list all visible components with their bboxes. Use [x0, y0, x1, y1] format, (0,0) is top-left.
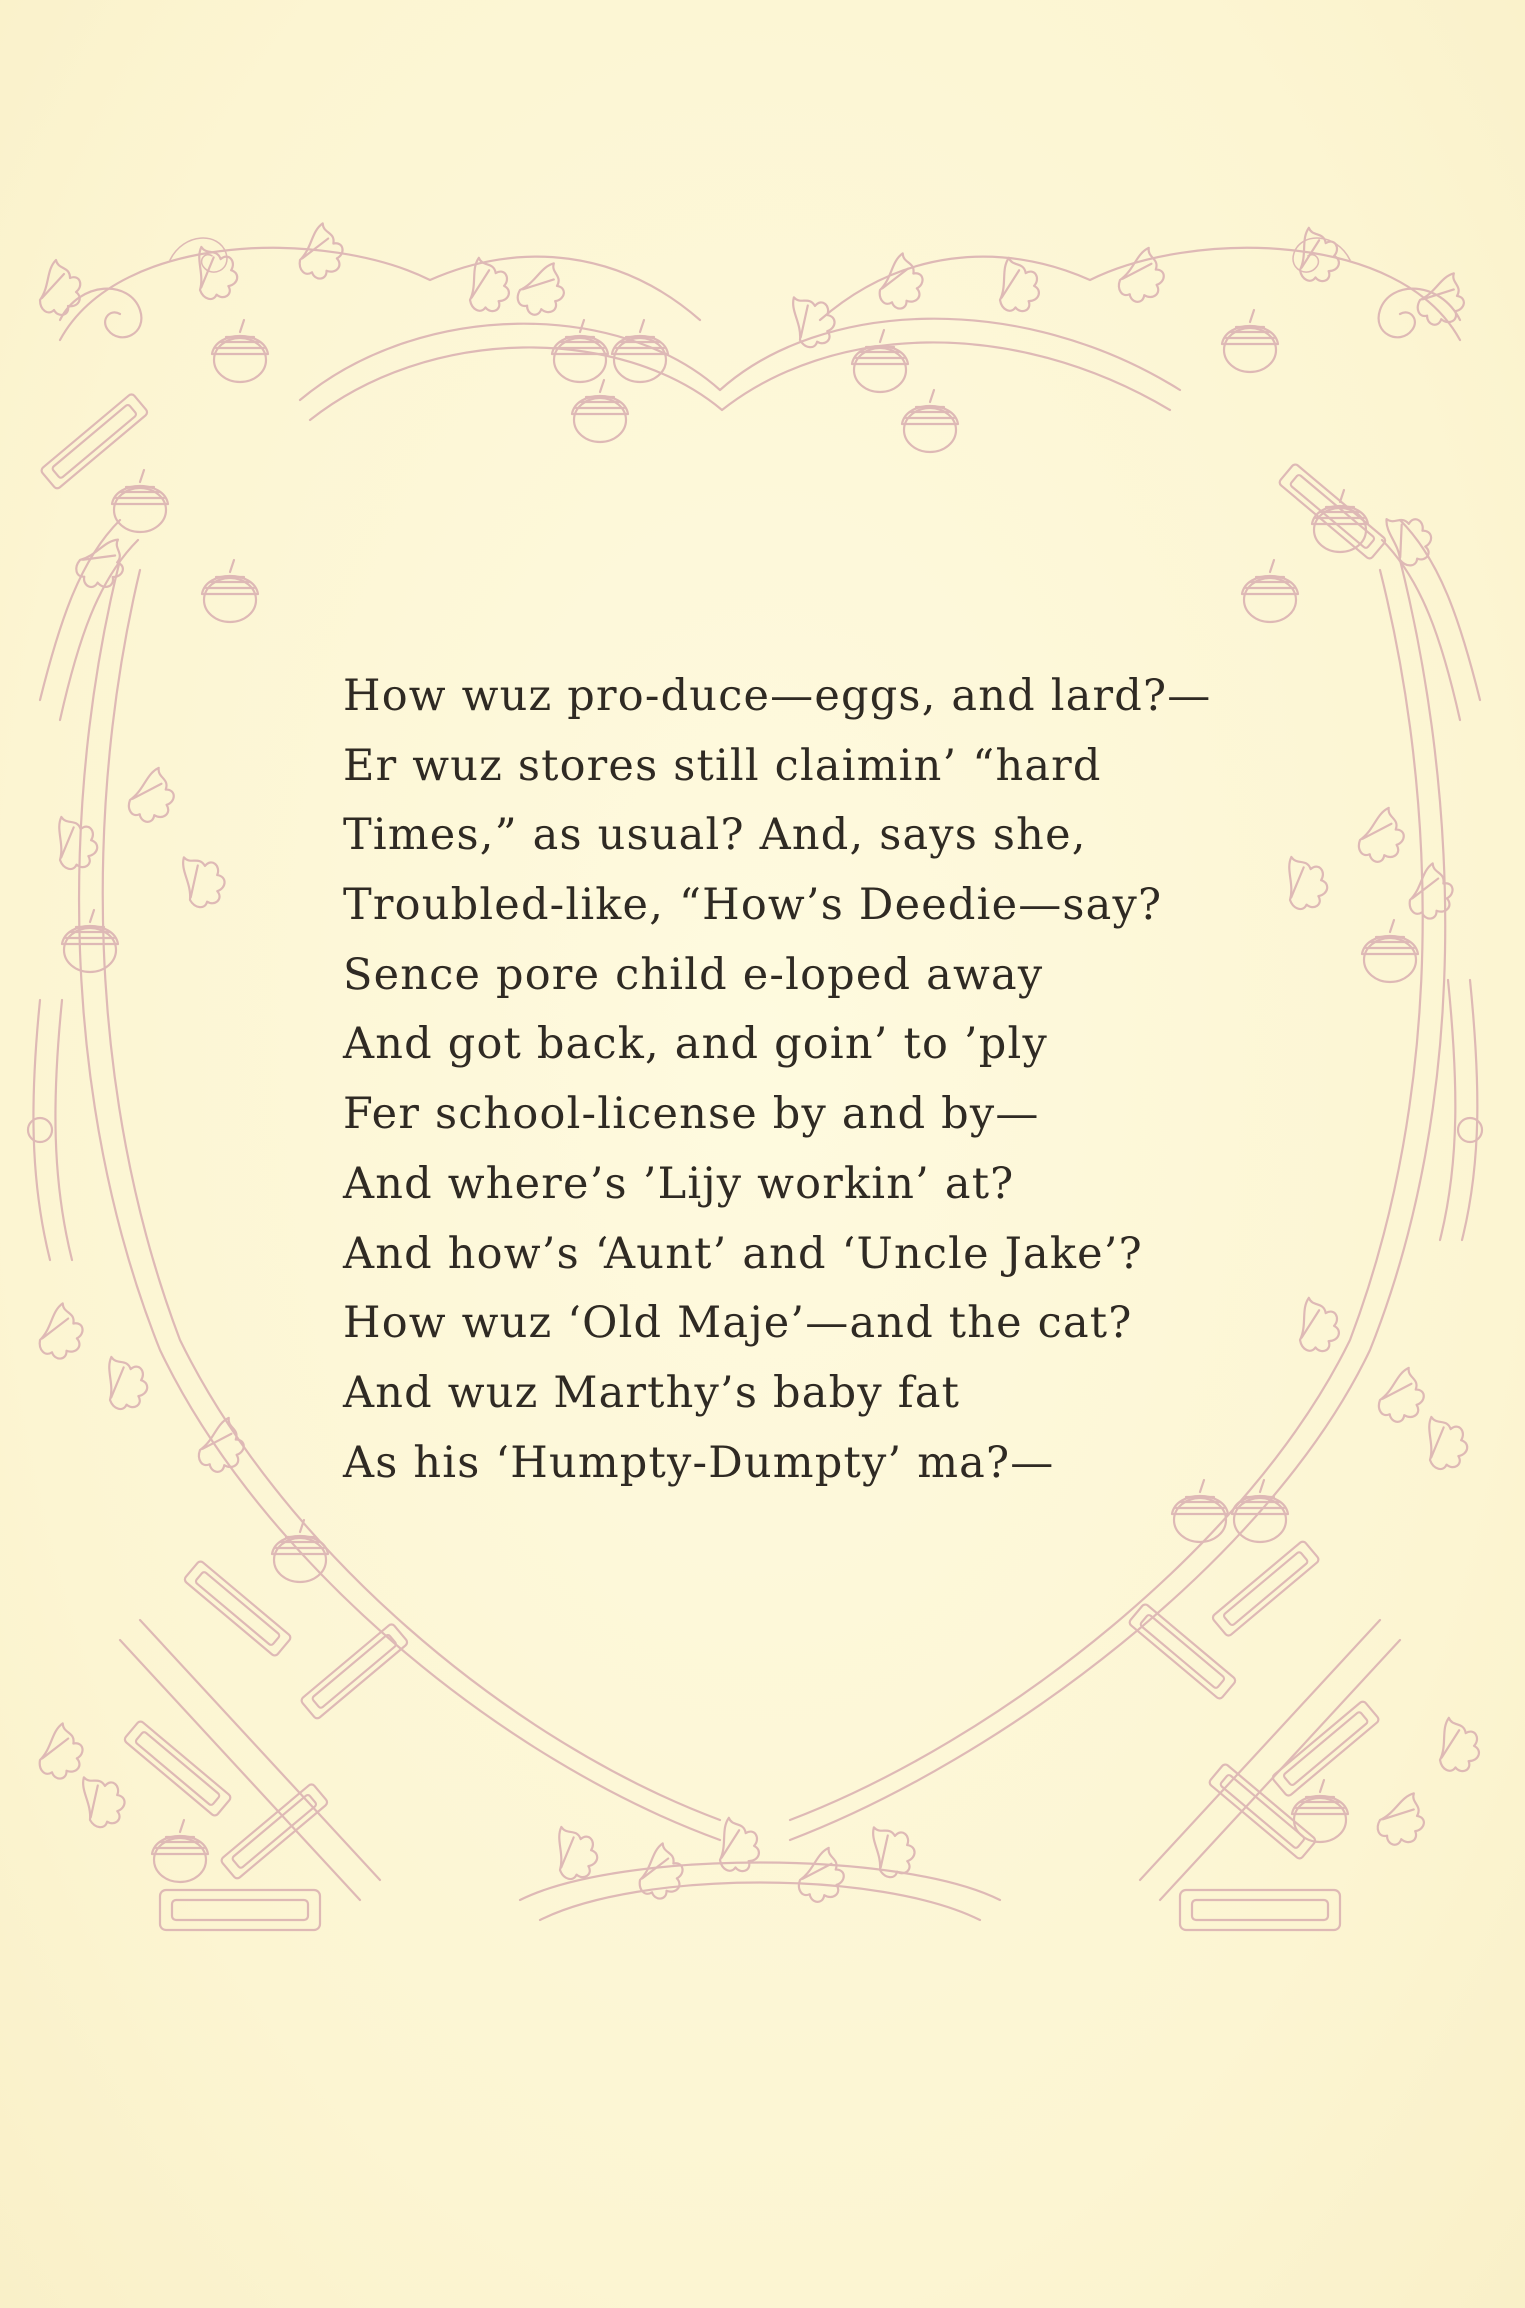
poem-stanza	[343, 662, 1223, 1498]
poem-line: And where’s ’Lijy workin’ at?	[343, 1158, 1015, 1209]
poem-line: As his ‘Humpty-Dumpty’ ma?—	[343, 1437, 1055, 1488]
poem-line: And wuz Marthy’s baby fat	[343, 1367, 961, 1418]
poem-line: Times,” as usual? And, says she,	[343, 810, 1087, 861]
poem-line: And got back, and goin’ to ’ply	[343, 1019, 1048, 1070]
poem-line: Er wuz stores still claimin’ “hard	[343, 740, 1102, 791]
poem-line: Sence pore child e-loped away	[343, 949, 1044, 1000]
poem-line: How wuz pro-duce—eggs, and lard?—	[343, 671, 1212, 721]
poem-line: And how’s ‘Aunt’ and ‘Uncle Jake’?	[343, 1228, 1143, 1279]
poem-line: Troubled-like, “How’s Deedie—say?	[343, 880, 1163, 931]
poem-line: How wuz ‘Old Maje’—and the cat?	[343, 1298, 1133, 1349]
poem-line: Fer school-license by and by—	[343, 1089, 1040, 1140]
